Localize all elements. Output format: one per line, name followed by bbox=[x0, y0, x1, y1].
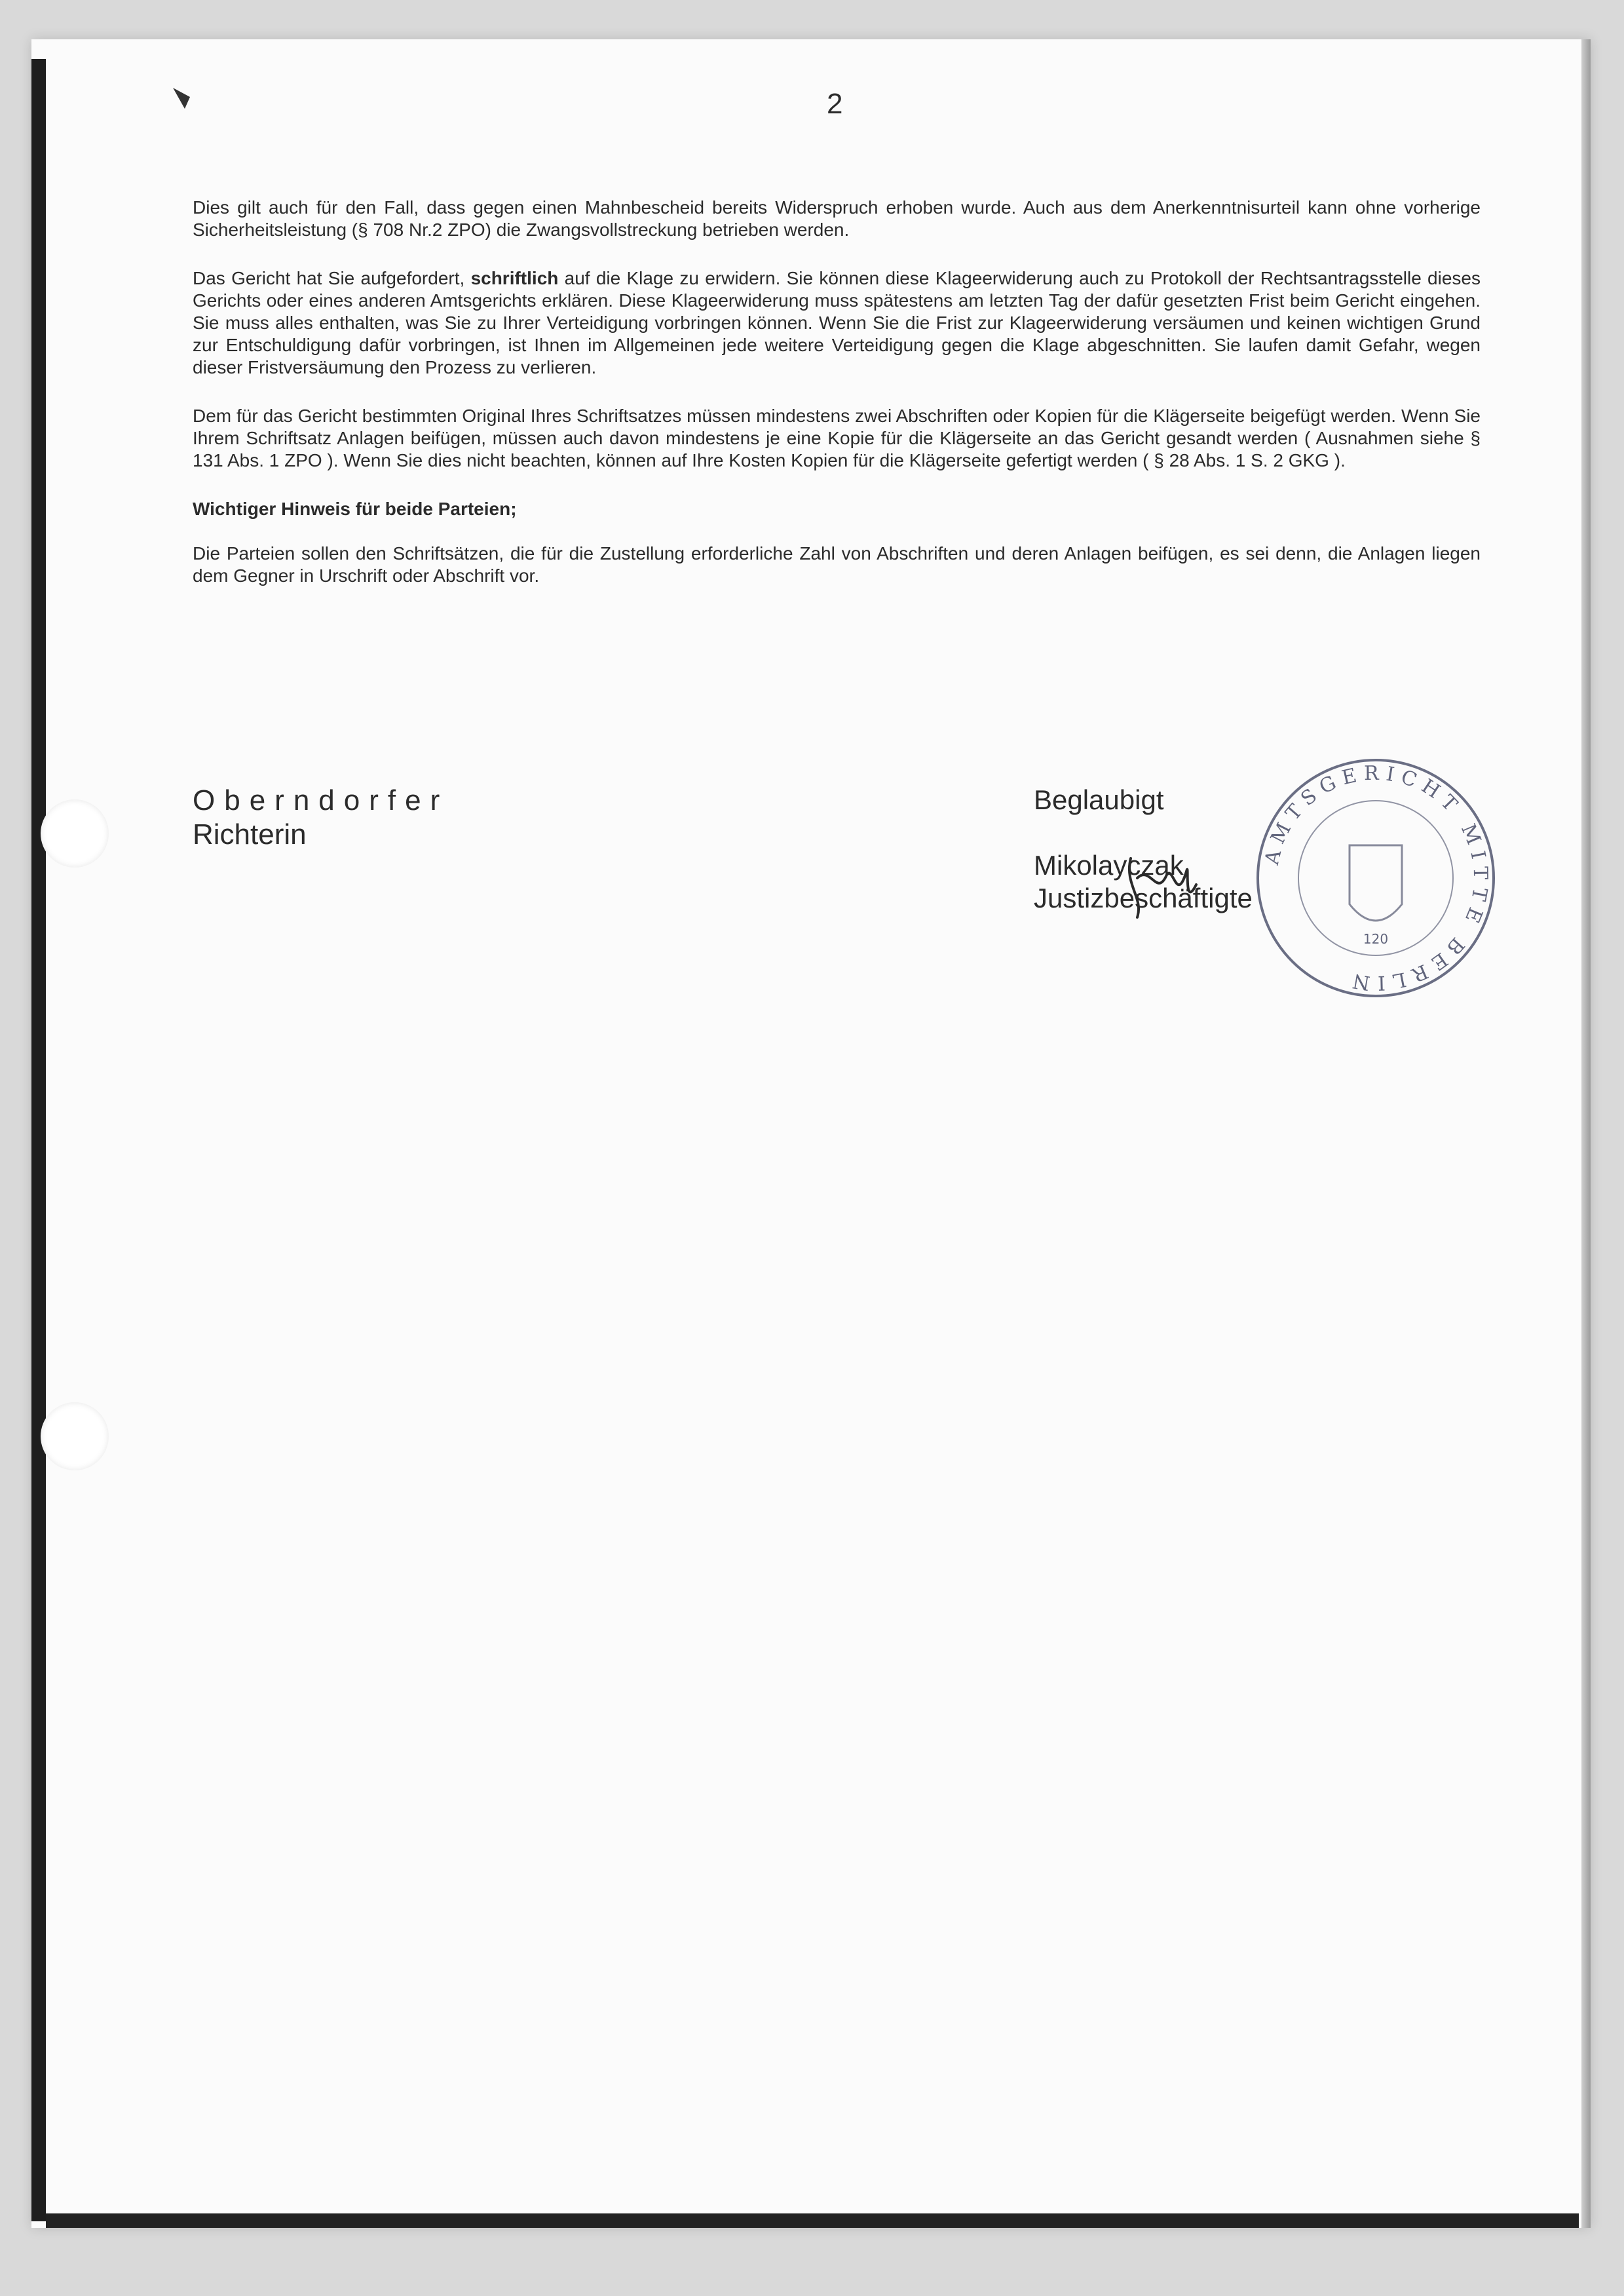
judge-signature-block bbox=[193, 784, 449, 852]
paragraph-1: Dies gilt auch für den Fall, dass gegen einen Mahnbescheid bereits Widerspruch erhoben wurde. Auch aus dem Anerkenntnisurteil kann ohne vorherige Sicherheitsleistung (§ 708 Nr.2 ZPO) die Zwangsvollstreckung betrieben werden. bbox=[193, 197, 1481, 240]
paragraph-4: Die Parteien sollen den Schriftsätzen, die für die Zustellung erforderliche Zahl von Abschriften und deren Anlagen beifügen, es sei denn, die Anlagen liegen dem Gegner in Urschrift oder Abschrift vor. bbox=[193, 543, 1481, 586]
seal-ring-text: AMTSGERICHT MITTE BERLIN bbox=[1260, 761, 1492, 995]
scan-bottom-edge bbox=[46, 2213, 1579, 2228]
court-seal-icon bbox=[1245, 747, 1507, 1009]
punch-hole-top bbox=[41, 799, 109, 868]
scan-right-edge bbox=[1581, 39, 1591, 2228]
paragraph-3: Dem für das Gericht bestimmten Original Ihres Schriftsatzes müssen mindestens zwei Abschriften oder Kopien für die Klägerseite beigefügt werden. Wenn Sie Ihrem Schriftsatz Anlagen beifügen, müssen auch davon mindestens je eine Kopie für die Klägerseite an das Gericht gesandt werden ( Ausnahmen siehe § 131 Abs. 1 ZPO ). Wenn Sie dies nicht beachten, können auf Ihre Kosten Kopien für die Klägerseite gefertigt werden ( § 28 Abs. 1 S. 2 GKG ). bbox=[193, 406, 1481, 470]
scan-left-edge bbox=[31, 59, 46, 2221]
clerk-name: Mikolayczak bbox=[1034, 850, 1184, 881]
clerk-role: Justizbeschäftigte bbox=[1034, 883, 1253, 913]
emphasis-schriftlich: schriftlich bbox=[470, 268, 559, 288]
seal-number: 120 bbox=[1363, 931, 1389, 947]
paragraph-2-rest: auf die Klage zu erwidern. Sie können diese Klageerwiderung auch zu Protokoll der Rechtsantragsstelle dieses Gerichts oder eines anderen Amtsgerichts erklären. Diese Klageerwiderung muss spätestens am letzten Tag der dafür gesetzten Frist beim Gericht eingehen. Sie muss alles enthalten, was Sie zu Ihrer Verteidigung vorbringen können. Wenn Sie die Frist zur Klageerwiderung versäumen und keinen wichtigen Grund zur Entschuldigung dafür vorbringen, ist Ihnen im Allgemeinen jede weitere Verteidigung gegen die Klage abgeschnitten. Sie laufen damit Gefahr, wegen dieser Fristversäumung den Prozess zu verlieren. bbox=[193, 268, 1481, 377]
notice-heading: Wichtiger Hinweis für beide Parteien; bbox=[193, 499, 517, 519]
letter-body bbox=[193, 197, 1481, 613]
judge-name: Oberndorfer bbox=[193, 784, 449, 816]
certified-label: Beglaubigt bbox=[1034, 784, 1164, 815]
paragraph-2-start: Das Gericht hat Sie aufgefordert, bbox=[193, 268, 471, 288]
judge-role: Richterin bbox=[193, 818, 307, 851]
svg-text:AMTSGERICHT MITTE BERLIN bbox=[1260, 762, 1492, 995]
page-number: 2 bbox=[827, 88, 843, 120]
handwritten-signature-icon bbox=[1105, 839, 1209, 937]
punch-hole-bottom bbox=[41, 1402, 109, 1470]
paragraph-2 bbox=[193, 267, 1481, 379]
ink-blot-icon bbox=[170, 85, 193, 111]
